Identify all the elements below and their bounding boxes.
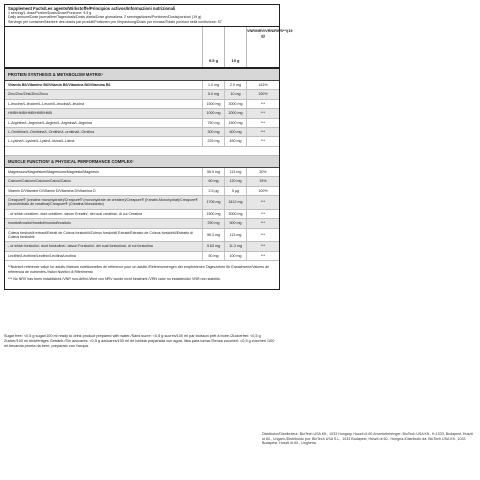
serving-amount: 56.3 mg [202, 229, 224, 242]
table-row [5, 242, 279, 251]
footnote-nrv: **Nutrient reference value for adults./Valeurs nutritionnelles de référence pour un adulte./Referenzmengen der empfohlenen Tageszufuhr für Erwachsene/Valores de referencia de nutrientes./Valori Nutritivi di Riferimento [8, 265, 270, 274]
nrv-percent: *** [246, 229, 279, 242]
serving-amount: 750 mg [202, 119, 224, 127]
ingredient-name: - of which forskolin/- dont forskoline/- davon Forskolin/- del cual forskolina/- di cui forskolina [8, 244, 153, 249]
table-row [5, 196, 279, 210]
nrv-percent: 143% [246, 81, 279, 89]
nrv-percent: *** [246, 196, 279, 209]
ingredient-name: L-leucine/L-leucine/L-Leucin/L-leucina/L-leucina [8, 101, 85, 106]
section-spacer [5, 147, 279, 156]
ingredient-name: L-Ornithine/L-Ornithine/L-Ornithin/L-ornitina/L-Ornitina [8, 129, 95, 134]
serving-amount: 50 mg [202, 252, 224, 260]
daily-amount: 3000 mg [224, 100, 246, 108]
table-row [5, 229, 279, 243]
table-row [5, 219, 279, 228]
nrv-percent: *** [246, 210, 279, 218]
nrv-percent: 15% [246, 177, 279, 185]
serving-amount: 60 mg [202, 177, 224, 185]
nrv-percent: *** [246, 219, 279, 227]
ingredient-name: Lecithin/Lécithine/Lecithin/Lecitina/Lecitina [8, 253, 76, 258]
nrv-percent: *** [246, 100, 279, 108]
nutrition-table-body [5, 69, 279, 261]
ingredient-name: - of which creatine/- dont créatine/- davon Kreatin/- del cual creatina/- di cui Creatina [8, 211, 143, 216]
serving-amount: 5.0 mg [202, 90, 224, 98]
table-row [5, 109, 279, 118]
serving-amount: 250 mg [202, 219, 224, 227]
table-row [5, 128, 279, 137]
ingredient-name: HMB/HMB/HMB/HMB/HMB [8, 111, 52, 116]
table-row [5, 168, 279, 177]
daily-amount: 10 mg [224, 90, 246, 98]
serving-amount: 300 mg [202, 128, 224, 136]
daily-amount: 113 mg [224, 229, 246, 242]
daily-amount: 120 mg [224, 177, 246, 185]
daily-amount: 1500 mg [224, 119, 246, 127]
ingredient-name: L-Lysine/L-Lysine/L-Lysin/L-lisina/L-Lisina [8, 139, 75, 144]
nrv-percent: 100% [246, 187, 279, 195]
nrv-percent: *** [246, 119, 279, 127]
sugar-free-note: Sugar free: <0.5 g sugar/100 ml ready to drink product prepared with water./Sans sucre: <0,5 g sucres/100 ml par boisson prêt à boire./Zuckerfrei: <0,5 g Zucker/100 ml trinkfertiges Getränk./Sin azúcares: <0,5 g azúcares/100 ml de bebida preparada con agua, lista para tomar./Senza zuccheri: <0,5 g zuccheri /100 ml bevanda pronta da bere, preparato con l'acqua. [4, 334, 275, 348]
ingredient-name: Inositol/Inositol/Inositol/Inositol/Inositolo [8, 221, 71, 226]
column-nrv-header: VNR/NRV/VRN/RWS**/(19 g) [246, 27, 279, 67]
nrv-percent: 100% [246, 90, 279, 98]
table-row [5, 81, 279, 90]
serving-amount: 5.63 mg [202, 242, 224, 250]
serving-amount: 1.0 mg [202, 81, 224, 89]
serving-amount: 1500 mg [202, 210, 224, 218]
ingredient-name: Coleus forskohlii extract/Extrait de Coleus forskohlii/Coleus forskohlii Extrakt/Extracto de Coleus forskohlii/Estratto di Coleus forskohlii [8, 230, 193, 239]
nrv-percent: *** [246, 109, 279, 117]
column-header-row [5, 27, 293, 69]
nrv-percent: *** [246, 242, 279, 250]
nrv-percent: *** [246, 252, 279, 260]
nrv-percent: 30% [246, 168, 279, 176]
nrv-percent: *** [246, 128, 279, 136]
distributor-info: Distributor/Distributeur: BioTech USA Kft., 1033 Hungary, Huszti út 60./Inverkehrbringer: BioTech USA Kft., H-1033, Budapest, Huszti út 60., Ungarn./Distribuido por: BioTech USA S.L., 1033 Budapest, Huszti út 60., Hungría./Distribuito da: BioTech USA Kft., 1033 Budapest, Huszti út 60., Ungheria. [262, 432, 473, 446]
ingredient-name: L-Arginine/L-Arginine/L-Arginin/L-Arginina/L-Arginina [8, 120, 92, 125]
table-row [5, 137, 279, 146]
serving-amount: 2.5 µg [202, 187, 224, 195]
footnotes [5, 261, 279, 289]
daily-amount: 600 mg [224, 128, 246, 136]
footnote-no-nrv: *** No NRV has been established./VNR non-défini./Wert von NRV wurde nicht bestimmt./VRN valor no establecido/ VNR non stabilito. [8, 277, 221, 282]
column-serving-header: 9.5 g [202, 27, 224, 67]
daily-amount: 3412 mg [224, 196, 246, 209]
serving-amount: 225 mg [202, 137, 224, 145]
section-heading: PROTEIN SYNTHESIS & METABOLISM MATRIX¹ [5, 69, 279, 81]
section-heading: MUSCLE FUNCTION² & PHYSICAL PERFORMANCE COMPLEX³ [5, 156, 279, 168]
daily-amount: 450 mg [224, 137, 246, 145]
daily-amount: 11.3 mg [224, 242, 246, 250]
daily-amount: 2.0 mg [224, 81, 246, 89]
table-row [5, 100, 279, 109]
serving-amount: 1000 mg [202, 109, 224, 117]
serving-amount: 1500 mg [202, 100, 224, 108]
table-row [5, 119, 279, 128]
servings-per-container-line: Servings per container/Nombre des doses par produit/Portionen pro Verpackung/Dosis por envase/Totale porzioni nella confezione: 57 [8, 19, 222, 24]
supplement-facts-panel [4, 4, 293, 290]
table-row [5, 252, 279, 261]
panel-title: Supplement Facts/Les agents/Wirkstoffe/Principios activos/Informazioni nutrizionali [8, 6, 176, 11]
ingredient-name: Magnesium/Magnésium/Magnesium/Magnesio/Magnesio [8, 169, 99, 174]
daily-amount: 100 mg [224, 252, 246, 260]
serving-size-line: 1 serving/1 dose/Portion/Dosis/Dose/Porzione: 9.5 g [8, 11, 92, 15]
daily-amount: 2000 mg [224, 109, 246, 117]
panel-header [5, 5, 279, 27]
table-row [5, 90, 279, 99]
column-daily-header: 19 g [224, 27, 246, 67]
daily-amount: 5 µg [224, 187, 246, 195]
table-row [5, 210, 279, 219]
nrv-percent: *** [246, 137, 279, 145]
serving-amount: 1706 mg [202, 196, 224, 209]
daily-amount: 113 mg [224, 168, 246, 176]
daily-amount-line: Daily amount/Dose journalière/Tagesdosis/Dosis diaria/Dose giornaliera: 2 servings/doses/Portionen/Dosis/porzioni (19 g) [8, 15, 202, 20]
table-row [5, 177, 279, 186]
ingredient-name: Vitamin D/Vitamine D/Vitamin D/Vitamina D/Vitamina D [8, 188, 96, 193]
daily-amount: 3000 mg [224, 210, 246, 218]
daily-amount: 500 mg [224, 219, 246, 227]
ingredient-name: Vitamin B6/Vitamine B6/Vitamin B6/Vitamina B6/Vitamina B6 [8, 82, 111, 87]
table-row [5, 187, 279, 196]
ingredient-name: Creapure® (creatine monohydrate)/Creapure® (monohydrate de créatine)/Creapure® (Kreatin-Monohydrat)/Creapure® (monohidrato de creatina)/Creapure® (Creatina Monoidrato) [8, 197, 198, 207]
ingredient-name: Zinc/Zinc/Zink/Zinc/Zinco [8, 92, 48, 97]
serving-amount: 56.5 mg [202, 168, 224, 176]
ingredient-name: Calcium/Calcium/Calcium/Calcio/Calcio [8, 179, 71, 184]
